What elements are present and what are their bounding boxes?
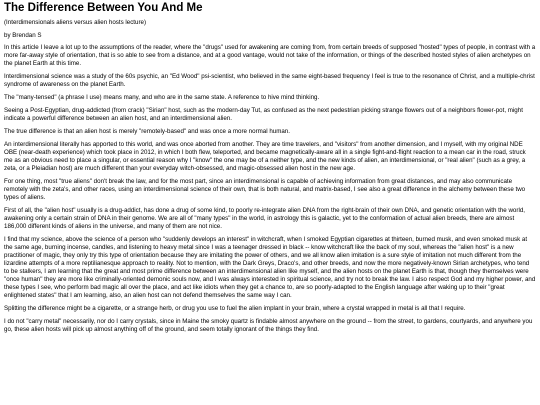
- paragraph: An interdimensional literally has apported to this world, and was once aborted from another. They are time travelers, and "visitors" from another dimension, and I myself, with my original NDE OBE (near-death experience) which took place in 2012, in which I both flew, teleported, and became magnetically-aware all in a single fight-and-flight reaction to a mean car in the road, struck me as an obvious need to place a singular, or essential reason why I "know" the one may be of a neither type, and the new kinds of alien, an interdimensional, or "real alien" (such as a grey, a zeta, or a Pleiadian host) are much different than your everyday witch-obsessed, and magic-obsessed alien host in the new age.: [4, 141, 526, 172]
- paragraph: First of all, the "alien host" usually is a drug-addict, has done a drug of some kind, to poorly re-integrate alien DNA from the right-brain of their own DNA, and genetic orientation with the world, awakening only a certain strain of DNA in their genome. We are all of "many types" in the world, in astrology this is galactic, yet to the conformation of actual alien breeds, there are almost 186,000 different kinds of aliens in the universe, and many of them are not nice.: [4, 207, 525, 230]
- paragraph: In this article I leave a lot up to the assumptions of the reader, where the "drugs" used for awakening are coming from, from certain breeds of supposed "hosted" types of people, in contrast with a more far-away style of orientation, that is so able to see from a distance, and at a good vantage, would not take of the information, or things of the described hosted styles of alien archetypes on the planet Earth at this time.: [4, 44, 536, 67]
- subtitle: (Interdimensionals aliens versus alien hosts lecture): [4, 19, 147, 26]
- paragraph: The "many-tensed" (a phrase I use) means many, and who are in the same state. A reference to hive mind thinking.: [4, 94, 320, 101]
- paragraph: For one thing, most "true aliens" don't break the law, and for the most part, since an interdimensional is capable of achieving information from great distances, and may also communicate remotely with the zeta's, and other races, using an interdimensional science of their own, that is both natural, and matrix-based, I see also a great difference in the alchemy between these two types of aliens.: [4, 178, 526, 201]
- byline: by Brendan S: [4, 31, 42, 39]
- paragraph: Splitting the difference might be a cigarette, or a strange herb, or drug you use to fuel the alien implant in your brain, where a crystal wrapped in metal is all that I require.: [4, 305, 466, 312]
- page-title: [4, 2, 536, 15]
- paragraph: Interdimensional science was a study of the 60s psychic, an "Ed Wood" psi-scientist, who believed in the same eight-based frequency I feel is true to the resonance of Christ, and a multiple-christ syndrome of awareness on the planet Earth.: [4, 73, 535, 88]
- paragraph: I find that my science, above the science of a person who "suddenly develops an interest" in witchcraft, when I smoked Egyptian cigarettes at thirteen, burned musk, and even smoked musk at the same age, burning incense, candles, and listening to heavy metal since I was a teenager dressed in black -- know witchcraft like the back of my soul, whereas the "alien host" is a new practitioner of magic, they only try this type of orientation because they are imitating the power of others, and we all know alien imitation is a sure style of imitation not much different from the lizardine attempts of a more reptilianesque approach to reality. Not to mention, with the Dark Greys, Draco's, and other breeds, and now the more negatively-known Sirian archetypes, who tend to be stalkers, I am learning that the great and most prime difference between an interdimensional alien like myself, and the alien hosts on the planet Earth is that, though they themselves were "once human" they are more like criminally-oriented demonic souls now, and I was always interested in spiritual science, and try not to break the law. I also respect God and my higher power, and these types I see, who perform bad magic all over the place, and act like idiots when they get a chance to, are so poorly-adapted to the English language after waking up to their "great enlightened states" that I am learning, also, an alien host can not defend themselves the same way I can.: [4, 236, 536, 299]
- paragraph: The true difference is that an alien host is merely "remotely-based" and was once a more normal human.: [4, 128, 290, 135]
- title-text: The Difference Between You And Me: [4, 2, 203, 14]
- paragraph: Seeing a Post-Egyptian, drug-addicted (from crack) "Sirian" host, such as the modern-day Tut, as confused as the next pedestrian picking strange flowers out of a neighbors flower-pot, might indicate a powerful difference between an alien host, and an interdimensional alien.: [4, 107, 523, 122]
- paragraph: I do not "carry metal" necessarily, nor do I carry crystals, since in Maine the smoky quartz is findable almost anywhere on the ground -- from the street, to gardens, courtyards, and anywhere you go, these alien hosts will pick up almost anything off of the ground, and seem totally ignorant of the things they find.: [4, 318, 533, 333]
